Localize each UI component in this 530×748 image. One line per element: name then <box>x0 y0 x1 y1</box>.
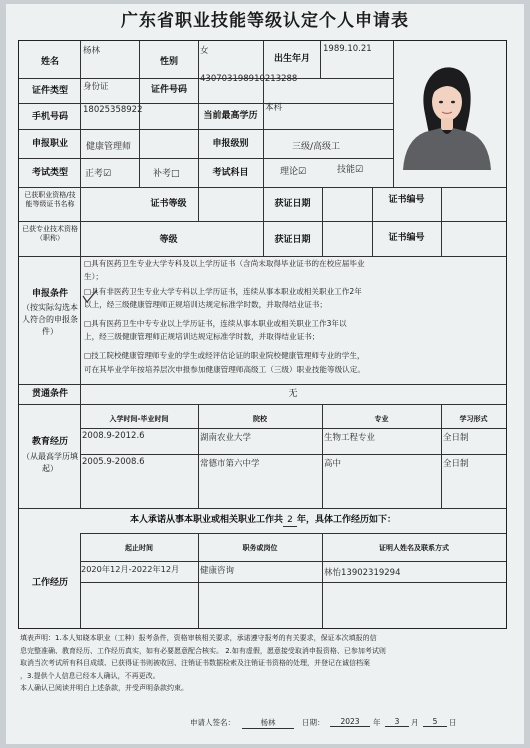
obtain-date-label: 获证日期 <box>274 199 311 209</box>
subject-skill[interactable]: 技能☑ <box>337 165 364 175</box>
row-divider <box>19 384 506 385</box>
through-value: 无 <box>288 389 298 399</box>
row-divider <box>19 404 506 405</box>
date-year[interactable]: 2023 <box>330 717 370 727</box>
work-post: 健康咨询 <box>200 566 235 576</box>
col-divider <box>198 41 199 221</box>
work-period: 2020年12月-2022年12月 <box>81 564 180 574</box>
checked-box-icon: ☑ <box>355 165 364 175</box>
day-unit: 日 <box>449 718 457 727</box>
edu-header-period: 入学时间-毕业时间 <box>109 415 169 423</box>
cert-no-label-2: 证书编号 <box>388 233 425 243</box>
declaration-line: 息完整准确、教育经历、工作经历真实，如有必要愿意配合核实。 2.如有虚假，愿意接受取消申报资格、已参加考试则 <box>20 646 386 655</box>
exam-type-retake[interactable]: 补考□ <box>153 169 180 179</box>
id-no-label: 证件号码 <box>150 85 187 95</box>
condition-line: 可在其毕业学年按培养层次申报参加健康管理师高级工（三级）职业技能等级认定。 <box>84 365 365 374</box>
apply-level-value: 三级/高级工 <box>292 142 341 152</box>
edu-header-form: 学习形式 <box>459 415 488 423</box>
exam-type-new[interactable]: 正考☑ <box>85 169 112 179</box>
edu-header-school: 院校 <box>253 415 267 423</box>
work-header-witness: 证明人姓名及联系方式 <box>379 544 449 552</box>
edu-major: 生物工程专业 <box>324 433 376 443</box>
edu-major: 高中 <box>324 459 342 469</box>
condition-line: 上，经三级健康管理师正规培训达规定标准学时数，并取得结业证书； <box>84 332 320 341</box>
work-header-post: 职务或岗位 <box>242 544 278 552</box>
row-divider <box>80 582 506 583</box>
condition-line: □具有医药卫生中专专业以上学历证书，连续从事本职业或相关职业工作3年以 <box>84 319 347 328</box>
obtain-date-label-2: 获证日期 <box>274 235 311 245</box>
check-mark-icon <box>80 287 100 307</box>
apply-level-label: 申报级别 <box>212 139 249 149</box>
declaration-line: 填表声明：1.本人知晓本职业（工种）报考条件，资格审核相关要求，承诺遵守报考的有关要求，保证本次填报的信 <box>20 634 377 642</box>
checked-box-icon: ☑ <box>298 167 307 177</box>
col-divider <box>80 256 81 384</box>
exam-type-label: 考试类型 <box>31 168 68 178</box>
gender-value: 女 <box>200 46 209 56</box>
id-no-value: 430703198910213288 <box>200 74 298 84</box>
declaration <box>20 632 490 695</box>
col-divider <box>80 41 81 256</box>
birth-label: 出生年月 <box>273 54 310 64</box>
phone-value: 18025358922 <box>83 105 143 115</box>
row-divider <box>19 129 393 130</box>
edu-header-major: 专业 <box>374 415 389 423</box>
work-header-period: 起止时间 <box>125 544 153 552</box>
occupation-label: 申报职业 <box>31 139 68 149</box>
name-value: 杨林 <box>83 46 101 56</box>
col-divider <box>441 187 442 256</box>
applicant-photo <box>395 56 497 170</box>
edu-school: 常德市第六中学 <box>200 459 260 469</box>
date-month[interactable]: 3 <box>385 717 409 727</box>
cert-no-label: 证书编号 <box>388 195 425 205</box>
condition-line: □技工院校健康管理师专业的学生或经评估论证的职业院校健康管理师专业的学生， <box>84 351 365 360</box>
declaration-line: 本人确认已阅读并明白上述条款，并受声明条款约束。 <box>20 684 188 692</box>
edu-form: 全日制 <box>443 433 469 443</box>
existing-special-label: 已获专业技术资格（职称） <box>22 225 78 242</box>
date-label: 日期： <box>302 718 325 727</box>
row-divider <box>80 533 506 534</box>
edu-period: 2008.9-2012.6 <box>82 431 145 441</box>
subject-theory[interactable]: 理论☑ <box>280 167 307 177</box>
col-divider <box>322 187 323 256</box>
signature-name[interactable]: 杨林 <box>242 717 294 729</box>
declaration-line: 取消当次考试所有科目成绩、已获得证书则被收回、注销证书数据检索及注销证书资格的处理，并登记在诚信档案 <box>20 659 370 667</box>
row-divider <box>80 454 506 455</box>
condition-line: □具有非医药卫生专业大学专科以上学历证书，连续从事本职业或相关职业工作2年 <box>84 287 362 296</box>
education-note: （从最高学历填起） <box>22 452 78 473</box>
gender-label: 性别 <box>159 57 178 67</box>
empty-box-icon: □ <box>171 169 180 179</box>
year-unit: 年 <box>373 718 381 727</box>
month-unit: 月 <box>411 718 419 727</box>
name-label: 姓名 <box>40 57 59 67</box>
row-divider <box>80 428 506 429</box>
edu-period: 2005.9-2008.6 <box>82 457 145 467</box>
declaration-line: ，3.提供个人信息已经本人确认，不再更改。 <box>20 671 160 680</box>
col-divider <box>320 41 321 78</box>
education-label: 教育经历 <box>31 437 68 447</box>
phone-label: 手机号码 <box>31 112 68 122</box>
through-label: 贯通条件 <box>31 389 68 399</box>
occupation-value: 健康管理师 <box>86 142 132 152</box>
birth-value: 1989.10.21 <box>323 44 372 54</box>
grade-label: 等级 <box>159 235 178 245</box>
existing-cert-label: 已获职业资格/技能等级证书名称 <box>24 191 76 208</box>
form-title: 广东省职业技能等级认定个人申请表 <box>121 11 409 31</box>
cert-level-label: 证书等级 <box>150 199 187 209</box>
row-divider <box>19 158 393 159</box>
date-day[interactable]: 5 <box>423 717 447 727</box>
work-label: 工作经历 <box>31 578 68 588</box>
education-level-value: 本科 <box>265 103 283 113</box>
edu-form: 全日制 <box>443 459 469 469</box>
condition-line: 以上，经三级健康管理师正规培训达规定标准学时数，并取得结业证书； <box>84 300 327 309</box>
work-witness: 林怡13902319294 <box>324 568 401 578</box>
id-type-value: 身份证 <box>83 82 109 92</box>
conditions-label: 申报条件 <box>31 289 68 299</box>
subject-label: 考试科目 <box>212 168 249 178</box>
conditions-note: （按实际勾选本人符合的申报条件） <box>22 303 78 336</box>
condition-line: □具有医药卫生专业大学专科及以上学历证书（含尚未取得毕业证书的在校应届毕业 <box>84 259 365 268</box>
row-divider <box>19 508 506 509</box>
work-statement: 本人承诺从事本职业或相关职业工作共 2 年，具体工作经历如下： <box>129 515 397 525</box>
checked-box-icon: ☑ <box>103 169 112 179</box>
id-type-label: 证件类型 <box>31 86 68 96</box>
education-level-label: 当前最高学历 <box>203 111 258 121</box>
col-divider <box>393 41 394 187</box>
row-divider <box>19 103 393 104</box>
condition-line: 生）； <box>84 272 103 281</box>
edu-school: 湖南农业大学 <box>200 433 252 443</box>
row-divider <box>80 561 506 562</box>
signature-label: 申请人签名： <box>190 718 235 727</box>
